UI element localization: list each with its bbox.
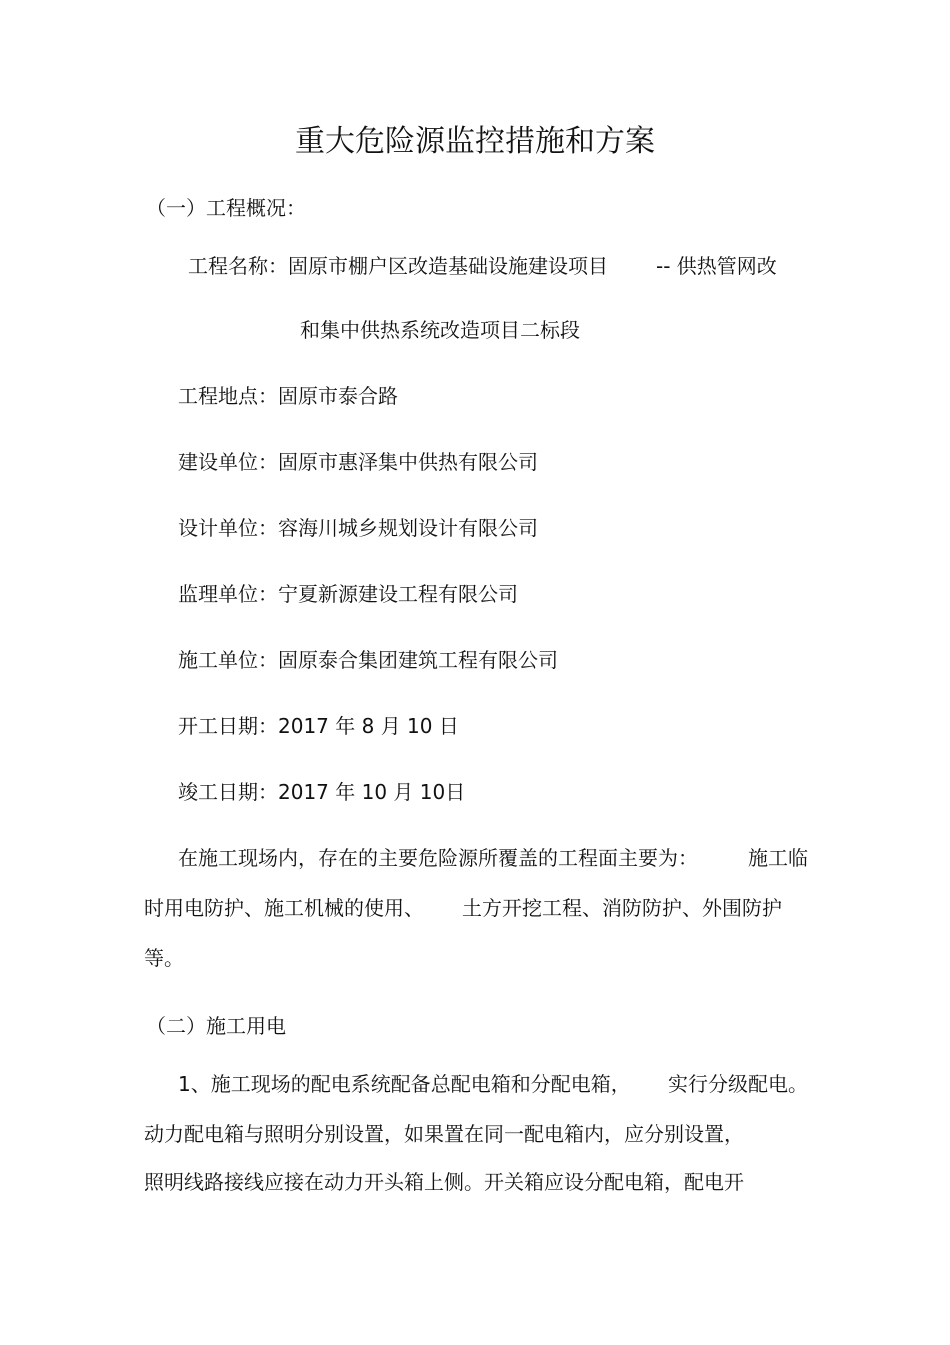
hazard-paragraph-line2-cont: 土方开挖工程、消防防护、外围防护 (462, 896, 782, 920)
project-location: 工程地点：固原市泰合路 (178, 384, 398, 408)
power-item1-line1-cont: 实行分级配电。 (668, 1072, 808, 1096)
hazard-paragraph-line2: 时用电防护、施工机械的使用、 (144, 896, 424, 920)
power-item1-line2: 动力配电箱与照明分别设置，如果置在同一配电箱内，应分别设置， (144, 1122, 744, 1146)
section1-heading: （一）工程概况： (146, 196, 306, 220)
power-item1-line3: 照明线路接线应接在动力开头箱上侧。开关箱应设分配电箱，配电开 (144, 1170, 744, 1194)
project-end-date: 竣工日期：2017 年 10 月 10日 (178, 780, 466, 804)
hazard-paragraph-line1: 在施工现场内，存在的主要危险源所覆盖的工程面主要为： (178, 846, 698, 870)
hazard-paragraph-line1-cont: 施工临 (748, 846, 808, 870)
project-name-line2: 和集中供热系统改造项目二标段 (300, 318, 580, 342)
hazard-paragraph-line3: 等。 (144, 946, 184, 970)
project-owner: 建设单位：固原市惠泽集中供热有限公司 (178, 450, 538, 474)
page-title: 重大危险源监控措施和方案 (295, 124, 655, 159)
power-item1-line1: 1、施工现场的配电系统配备总配电箱和分配电箱， (178, 1072, 631, 1096)
project-contractor: 施工单位：固原泰合集团建筑工程有限公司 (178, 648, 558, 672)
project-name-line1: 工程名称：固原市棚户区改造基础设施建设项目 (188, 254, 608, 278)
project-designer: 设计单位：容海川城乡规划设计有限公司 (178, 516, 538, 540)
section2-heading: （二）施工用电 (146, 1014, 286, 1038)
project-name-line1-cont: -- 供热管网改 (656, 254, 777, 278)
project-supervisor: 监理单位：宁夏新源建设工程有限公司 (178, 582, 518, 606)
project-start-date: 开工日期：2017 年 8 月 10 日 (178, 714, 459, 738)
